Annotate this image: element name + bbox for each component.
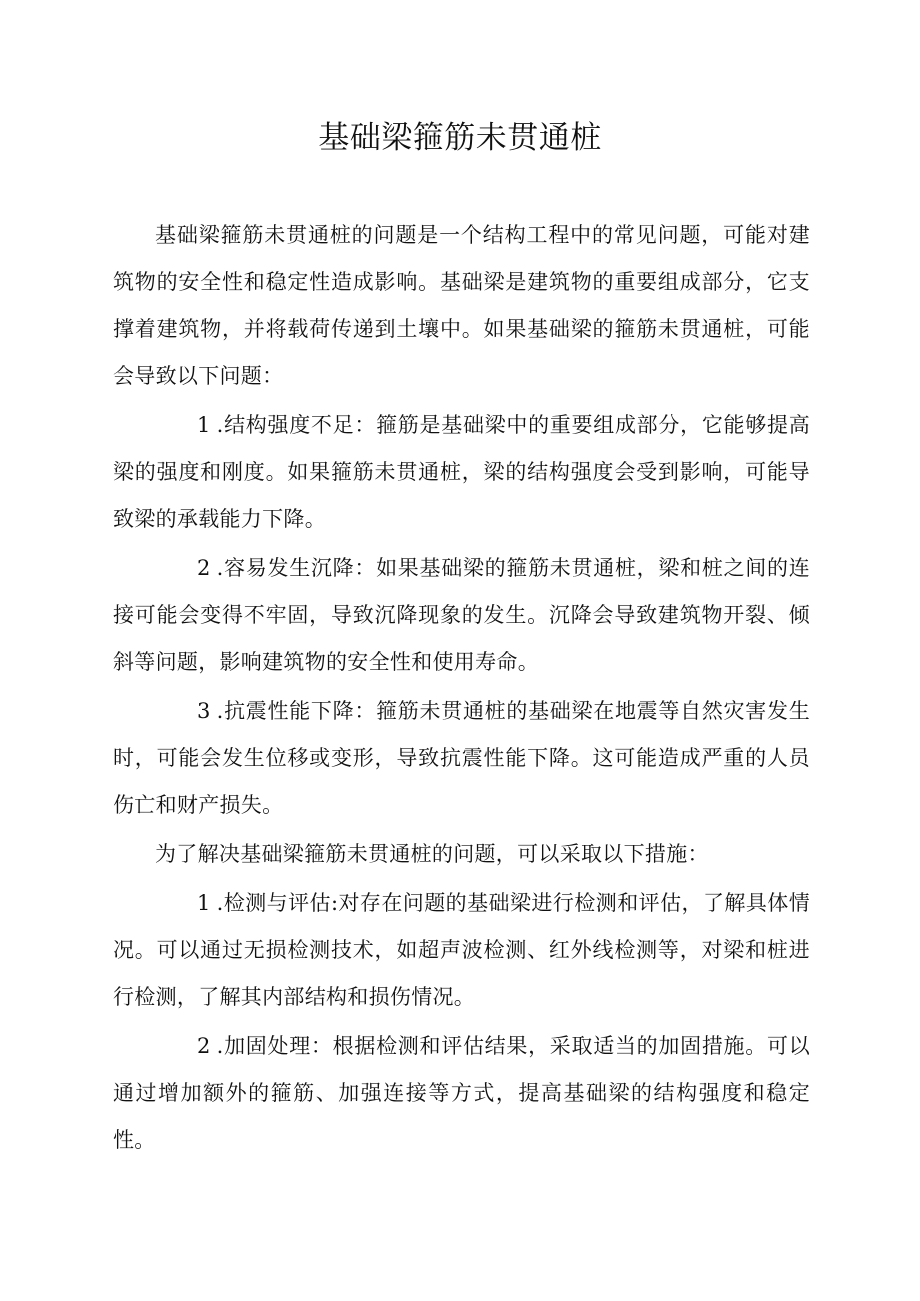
item-number: 2: [197, 1034, 211, 1058]
problem-item-2: [113, 545, 810, 686]
paragraph-text: .抗震性能下降：箍筋未贯通桩的基础梁在地震等自然灾害发生时，可能会发生位移或变形，导致抗震性能下降。这可能造成严重的人员伤亡和财产损失。: [113, 699, 810, 817]
problem-item-1: [113, 402, 810, 543]
measure-item-1: [113, 880, 810, 1021]
problem-item-3: [113, 688, 810, 829]
document-body: [113, 212, 810, 1166]
paragraph-text: .加固处理：根据检测和评估结果，采取适当的加固措施。可以通过增加额外的箍筋、加强连接等方式，提高基础梁的结构强度和稳定性。: [113, 1034, 810, 1152]
intro-paragraph: [113, 212, 810, 400]
item-number: 1: [197, 413, 211, 437]
measures-intro-paragraph: [113, 831, 810, 878]
measure-item-2: [113, 1023, 810, 1164]
paragraph-text: 为了解决基础梁箍筋未贯通桩的问题，可以采取以下措施：: [155, 842, 709, 866]
paragraph-text: 基础梁箍筋未贯通桩的问题是一个结构工程中的常见问题，可能对建筑物的安全性和稳定性造成影响。基础梁是建筑物的重要组成部分，它支撑着建筑物，并将载荷传递到土壤中。如果基础梁的箍筋未贯通桩，可能会导致以下问题：: [113, 223, 810, 388]
item-number: 1: [197, 891, 211, 915]
paragraph-text: .检测与评估:对存在问题的基础梁进行检测和评估，了解具体情况。可以通过无损检测技术，如超声波检测、红外线检测等，对梁和桩进行检测，了解其内部结构和损伤情况。: [113, 891, 810, 1009]
item-number: 3: [197, 699, 211, 723]
page-title: 基础梁箍筋未贯通桩: [318, 120, 602, 156]
paragraph-text: .结构强度不足：箍筋是基础梁中的重要组成部分，它能够提高梁的强度和刚度。如果箍筋未贯通桩，梁的结构强度会受到影响，可能导致梁的承载能力下降。: [113, 413, 810, 531]
paragraph-text: .容易发生沉降：如果基础梁的箍筋未贯通桩，梁和桩之间的连接可能会变得不牢固，导致沉降现象的发生。沉降会导致建筑物开裂、倾斜等问题，影响建筑物的安全性和使用寿命。: [113, 556, 810, 674]
item-number: 2: [197, 556, 211, 580]
